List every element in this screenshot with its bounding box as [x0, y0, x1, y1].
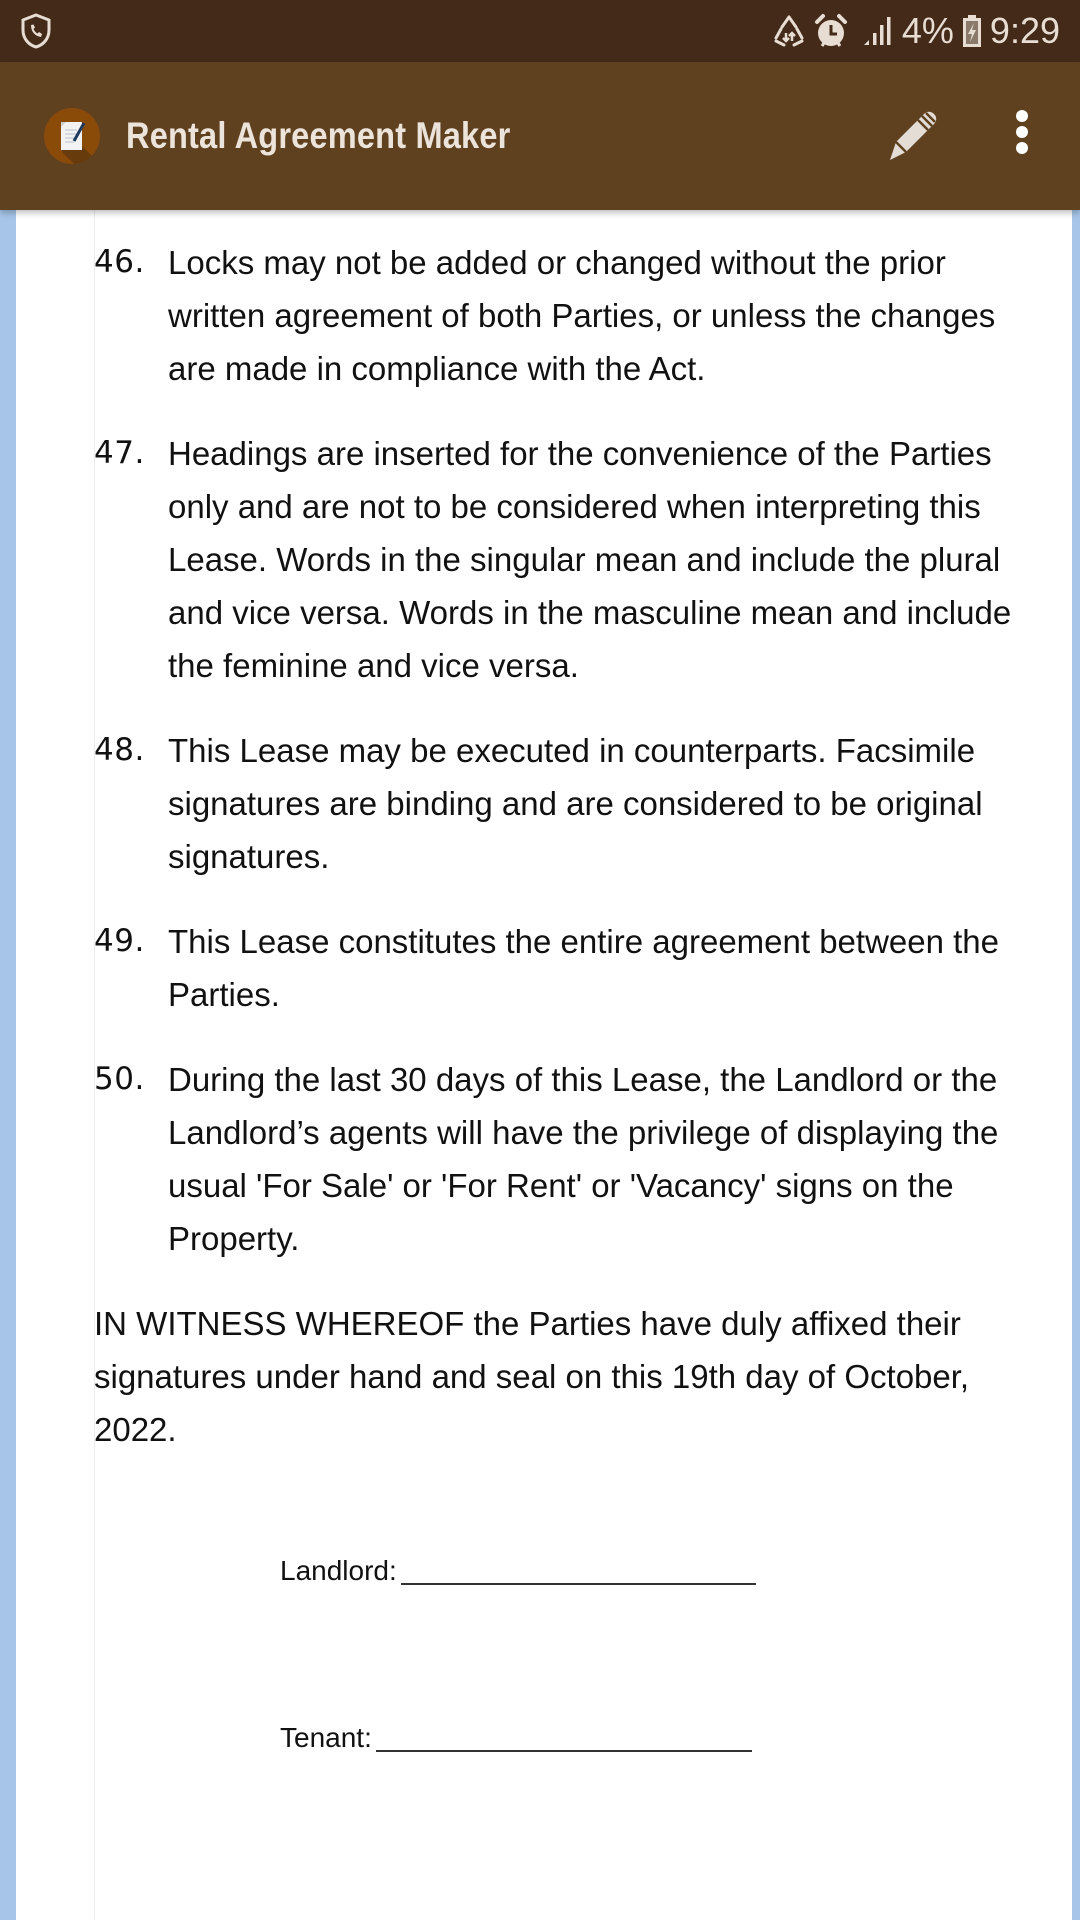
clause-46: [94, 236, 1034, 395]
clause-text: Locks may not be added or changed without the prior written agreement of both Parties, or unless the changes are made in compliance with the Act.: [168, 244, 996, 387]
app-bar: [0, 62, 1080, 210]
clause-number: 47.: [94, 435, 145, 471]
signature-line: [376, 1750, 752, 1752]
clause-text: This Lease constitutes the entire agreement between the Parties.: [168, 923, 1000, 1013]
status-bar: [0, 0, 1080, 62]
clause-48: [94, 724, 1034, 883]
signature-label: Landlord:: [280, 1555, 397, 1586]
clause-number: 49.: [94, 923, 145, 959]
document-page[interactable]: [16, 210, 1072, 1920]
data-saver-icon: [772, 14, 806, 48]
app-title: Rental Agreement Maker: [126, 115, 511, 156]
clause-number: 50.: [94, 1061, 145, 1097]
landlord-signature: [280, 1555, 756, 1587]
shield-phone-icon: [20, 13, 52, 49]
alarm-icon: [814, 13, 848, 49]
signature-label: Tenant:: [280, 1722, 372, 1753]
signature-line: [401, 1583, 756, 1585]
clock-time: 9:29: [989, 10, 1060, 51]
signal-icon: [862, 15, 894, 47]
clause-47: [94, 427, 1034, 692]
clause-50: [94, 1053, 1034, 1265]
clause-49: [94, 915, 1034, 1021]
document-content: [94, 236, 1034, 1456]
witness-paragraph: IN WITNESS WHEREOF the Parties have duly affixed their signatures under hand and seal on this 19th day of October, 2022.: [94, 1305, 970, 1448]
battery-percent: 4%: [901, 10, 954, 51]
tenant-signature: [280, 1722, 752, 1754]
clause-text: This Lease may be executed in counterparts. Facsimile signatures are binding and are considered to be original signatures.: [168, 732, 983, 875]
more-vertical-icon: [1002, 106, 1042, 166]
pencil-icon: [882, 106, 942, 166]
edit-button[interactable]: [882, 106, 942, 166]
clause-number: 48.: [94, 732, 145, 768]
clause-number: 46.: [94, 244, 145, 280]
more-options-button[interactable]: [1002, 106, 1042, 166]
battery-charging-icon: [962, 14, 982, 48]
document-pen-icon: [44, 108, 100, 164]
clause-text: Headings are inserted for the convenience of the Parties only and are not to be considered when interpreting this Lease. Words in the singular mean and include the plural and vice versa. Words in the masculine mean and include the feminine and vice versa.: [168, 435, 1012, 684]
clause-text: During the last 30 days of this Lease, the Landlord or the Landlord’s agents will have the privilege of displaying the usual 'For Sale' or 'For Rent' or 'Vacancy' signs on the Property.: [168, 1061, 999, 1257]
